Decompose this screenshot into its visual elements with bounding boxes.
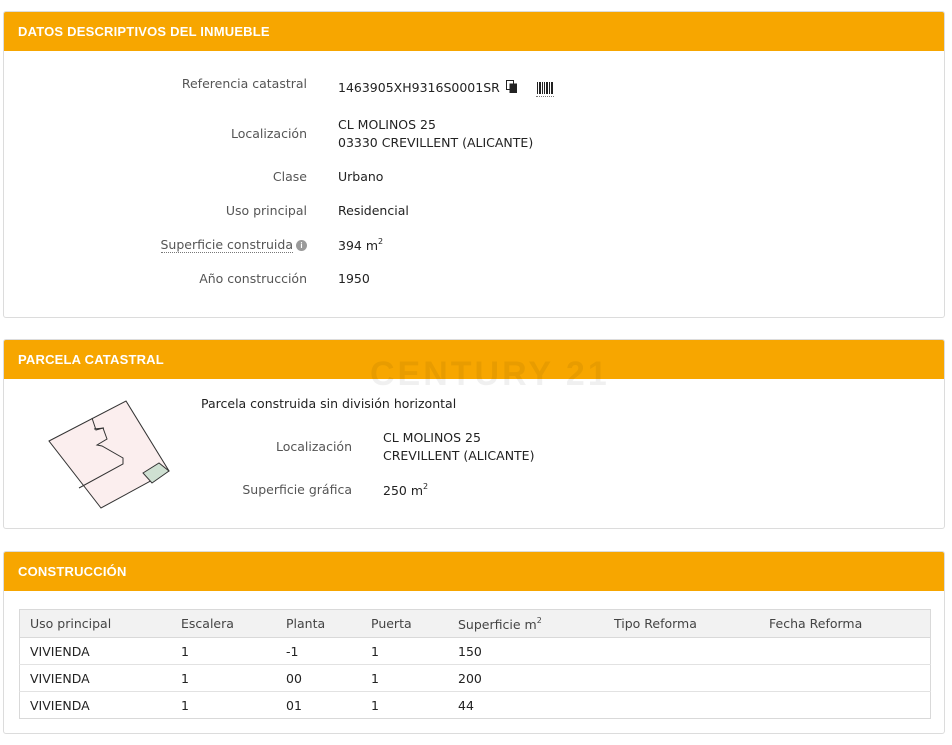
cell-escalera: 1 [171,692,276,719]
cell-fecha-reforma [759,665,931,692]
info-icon[interactable]: i [296,240,307,251]
panel-title: DATOS DESCRIPTIVOS DEL INMUEBLE [4,12,944,51]
header-escalera: Escalera [171,610,276,638]
parcela-localizacion-line2: CREVILLENT (ALICANTE) [383,448,535,463]
superficie-construida-label [161,237,308,252]
construccion-table [19,609,931,719]
header-superficie [448,610,604,638]
referencia-label: Referencia catastral [181,76,307,91]
parcel-plan-image[interactable] [44,398,174,513]
datos-descriptivos-panel [3,11,945,318]
table-row [20,692,931,719]
cell-uso: VIVIENDA [20,638,172,665]
referencia-text: 1463905XH9316S0001SR [338,80,500,95]
cell-planta: 01 [276,692,361,719]
barcode-icon[interactable] [536,82,554,97]
header-uso-principal: Uso principal [20,610,172,638]
header-superficie-exponent: 2 [536,615,542,625]
cell-superficie: 200 [448,665,604,692]
cell-fecha-reforma [759,692,931,719]
cell-tipo-reforma [604,665,759,692]
copy-icon[interactable] [506,80,518,94]
clase-value: Urbano [338,169,384,184]
superficie-grafica-number: 250 m [383,483,424,498]
cell-planta: 00 [276,665,361,692]
header-fecha-reforma: Fecha Reforma [759,610,931,638]
localizacion-line2: 03330 CREVILLENT (ALICANTE) [338,135,534,150]
superficie-grafica-label: Superficie gráfica [242,482,352,497]
anio-construccion-value: 1950 [338,271,370,286]
panel-title: CONSTRUCCIÓN [4,552,944,591]
parcela-subtitle: Parcela construida sin división horizontal [201,396,457,411]
table-header-row [20,610,931,638]
header-superficie-text: Superficie m [458,616,537,632]
superficie-unit-exponent: 2 [378,237,384,246]
superficie-grafica-unit-exponent: 2 [423,482,429,491]
cell-puerta: 1 [361,665,448,692]
cell-superficie: 44 [448,692,604,719]
cell-superficie: 150 [448,638,604,665]
cell-puerta: 1 [361,638,448,665]
header-puerta: Puerta [361,610,448,638]
cell-uso: VIVIENDA [20,665,172,692]
table-row [20,665,931,692]
table-row [20,638,931,665]
cell-uso: VIVIENDA [20,692,172,719]
superficie-construida-text: Superficie construida [160,237,293,252]
cell-puerta: 1 [361,692,448,719]
superficie-construida-value [338,237,383,253]
century21-watermark: CENTURY 21 [370,355,610,393]
construccion-panel [3,551,945,734]
uso-principal-value: Residencial [338,203,409,218]
parcela-localizacion-line1: CL MOLINOS 25 [383,430,481,445]
localizacion-label: Localización [230,126,307,141]
header-tipo-reforma: Tipo Reforma [604,610,759,638]
parcela-localizacion-label: Localización [275,439,352,454]
superficie-grafica-value [383,482,428,498]
uso-principal-label: Uso principal [225,203,307,218]
cell-planta: -1 [276,638,361,665]
cell-tipo-reforma [604,692,759,719]
referencia-value [338,80,554,97]
anio-construccion-label: Año construcción [199,271,307,286]
cell-tipo-reforma [604,638,759,665]
panel-title: PARCELA CATASTRAL [4,340,944,379]
cell-escalera: 1 [171,638,276,665]
cell-fecha-reforma [759,638,931,665]
superficie-construida-number: 394 m [338,238,379,253]
clase-label: Clase [272,169,307,184]
header-planta: Planta [276,610,361,638]
localizacion-line1: CL MOLINOS 25 [338,117,436,132]
cell-escalera: 1 [171,665,276,692]
